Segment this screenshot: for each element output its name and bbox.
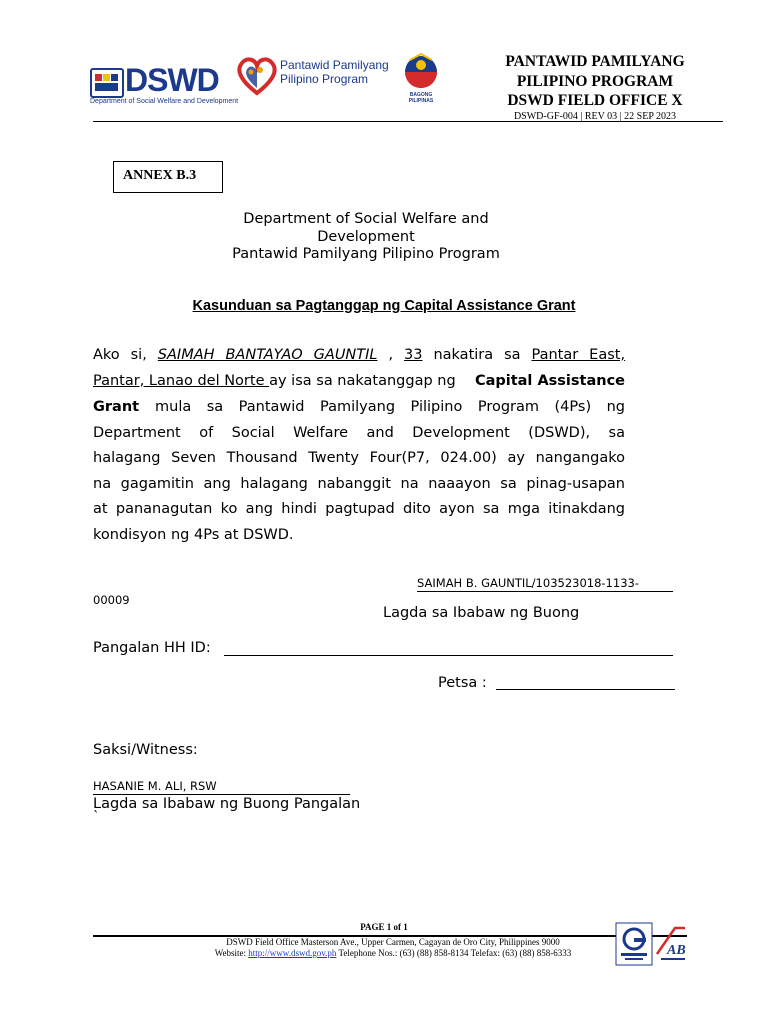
document-title: Kasunduan sa Pagtanggap ng Capital Assistance Grant <box>192 298 576 314</box>
hh-id-line <box>224 655 673 656</box>
bagong-pilipinas-text: BAGONG PILIPINAS <box>408 92 434 104</box>
contact-numbers: Telephone Nos.: (63) (88) 858-8134 Telefax: (63) (88) 858-6333 <box>338 948 572 958</box>
footer-address: DSWD Field Office Masterson Ave., Upper Carmen, Cagayan de Oro City, Philippines 9000 <box>226 937 560 947</box>
stray-mark: ` <box>93 810 100 825</box>
dswd-logo <box>90 62 239 108</box>
organization-heading <box>180 211 552 264</box>
header-line-3: DSWD FIELD OFFICE X <box>507 92 683 109</box>
body-line-1 <box>93 347 625 363</box>
witness-name: HASANIE M. ALI, RSW <box>93 779 350 795</box>
dswd-emblem-icon <box>90 68 124 98</box>
beneficiary-address-2: Pantar, Lanao del Norte <box>93 373 270 389</box>
body-text: Ako si, <box>93 347 147 363</box>
body-line-3 <box>93 399 625 415</box>
date-line <box>496 689 675 690</box>
body-line-6: na gagamitin ang halagang nabanggit na naaayon sa pinag-usapan <box>93 476 625 492</box>
pantawid-logo-text <box>280 58 389 86</box>
org-line-1: Department of Social Welfare and <box>243 211 489 227</box>
signature-caption: Lagda sa Ibabaw ng Buong <box>383 605 580 621</box>
body-text: , <box>388 347 394 363</box>
bagong-pilipinas-logo <box>398 52 444 104</box>
body-line-2 <box>93 373 625 389</box>
form-code: DSWD-GF-004 | REV 03 | 22 SEP 2023 <box>513 110 677 122</box>
body-text: nakatira sa <box>433 347 521 363</box>
beneficiary-name: SAIMAH BANTAYAO GAUNTIL <box>157 347 378 363</box>
website-label: Website: <box>214 948 247 958</box>
body-line-5: halagang Seven Thousand Twenty Four(P7, 024.00) ay nangangako <box>93 450 625 466</box>
body-line-8: kondisyon ng 4Ps at DSWD. <box>93 527 294 543</box>
pantawid-logo <box>236 56 396 96</box>
beneficiary-address-1: Pantar East, <box>531 347 626 363</box>
annex-box <box>113 161 223 193</box>
bagong-pilipinas-sun-icon <box>398 52 444 92</box>
footer-contacts <box>93 948 693 958</box>
hh-id-label: Pangalan HH ID: <box>93 640 211 656</box>
pantawid-logo-line1: Pantawid Pamilyang <box>280 58 389 72</box>
beneficiary-age: 33 <box>404 347 423 363</box>
accreditation-mark-icon <box>655 924 689 964</box>
header-divider <box>93 121 723 122</box>
heart-family-icon <box>236 56 278 96</box>
body-line-4: Department of Social Welfare and Development (DSWD), sa <box>93 425 625 441</box>
body-line-7: at pananagutan ko ang hindi pagtupad dito ayon sa mga itinakdang <box>93 501 625 517</box>
header-line-2: PILIPINO PROGRAM <box>516 72 674 90</box>
org-line-2: Development <box>317 228 415 245</box>
header-office-block <box>470 52 720 123</box>
header-line-1: PANTAWID PAMILYANG <box>505 53 685 70</box>
grant-name-bold: Capital Assistance <box>474 373 625 389</box>
signature-id-tail: 00009 <box>93 593 130 607</box>
svg-text:AB: AB <box>667 943 686 958</box>
dswd-logo-text: DSWD <box>125 62 219 98</box>
body-text: ay isa sa nakatanggap ng <box>269 373 456 389</box>
date-label: Petsa : <box>438 675 487 691</box>
website-link[interactable]: http://www.dswd.gov.ph <box>248 948 337 958</box>
annex-label: ANNEX B.3 <box>123 168 197 183</box>
org-line-3: Pantawid Pamilyang Pilipino Program <box>232 246 500 262</box>
witness-label: Saksi/Witness: <box>93 742 198 758</box>
signature-name-id: SAIMAH B. GAUNTIL/103523018-1133- <box>417 576 673 592</box>
pantawid-logo-line2: Pilipino Program <box>280 72 369 86</box>
socotec-iso-certification-icon <box>615 922 653 966</box>
grant-name-bold-2: Grant <box>93 399 140 415</box>
witness-caption: Lagda sa Ibabaw ng Buong Pangalan <box>93 796 361 812</box>
dswd-logo-subtitle: Department of Social Welfare and Development <box>90 98 239 105</box>
body-text: mula sa Pantawid Pamilyang Pilipino Program (4Ps) ng <box>155 399 625 415</box>
page-number: PAGE 1 of 1 <box>360 922 408 932</box>
